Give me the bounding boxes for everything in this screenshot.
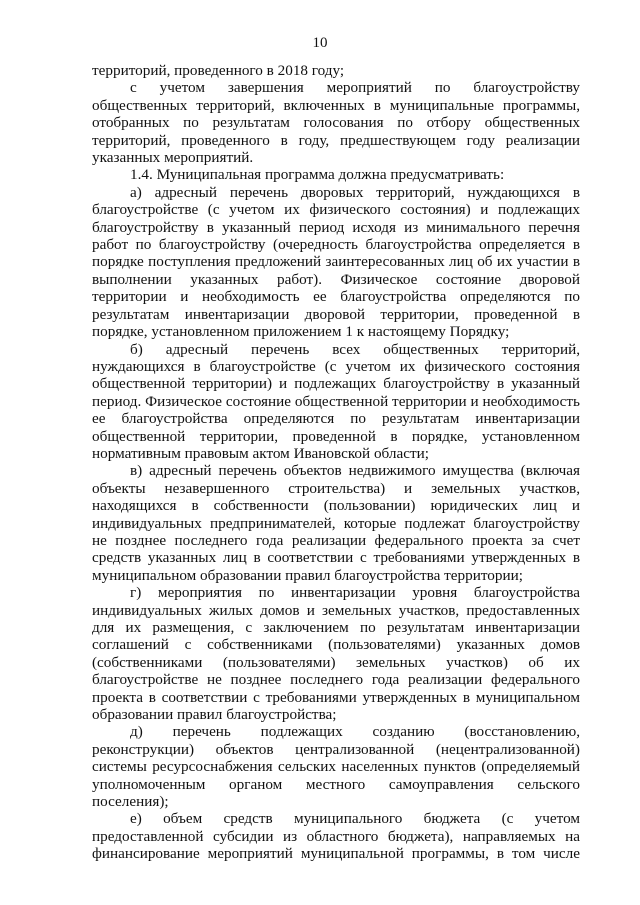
paragraph: е) объем средств муниципального бюджета (с учетом предоставленной субсидии из областного бюджета), направляемых на финансирование мероприятий муниципальной программы, в том числе: [92, 810, 580, 863]
paragraph: в) адресный перечень объектов недвижимого имущества (включая объекты незавершенного строительства) и земельных участков, находящихся в собственности (пользовании) юридических лиц и индивидуальных предпринимателей, которые подлежат благоустройству не позднее последнего года реализации федерального проекта за счет средств указанных лиц в соответствии с требованиями утвержденных в муниципальном образовании правил благоустройства территории;: [92, 462, 580, 584]
paragraph: с учетом завершения мероприятий по благоустройству общественных территорий, включенных в муниципальные программы, отобранных по результатам голосования по отбору общественных территорий, проведенного в году, предшествующем году реализации указанных мероприятий.: [92, 79, 580, 167]
page-number: 10: [312, 35, 328, 51]
paragraph: 1.4. Муниципальная программа должна предусматривать:: [130, 166, 505, 184]
paragraph: г) мероприятия по инвентаризации уровня благоустройства индивидуальных жилых домов и земельных участков, предоставленных для их размещения, с заключением по результатам инвентаризации соглашений с собственниками (пользователями) указанных домов (собственниками (пользователями) земельных участков) об их благоустройстве не позднее последнего года реализации федерального проекта в соответствии с требованиями утвержденных в муниципальном образовании правил благоустройства;: [92, 584, 580, 724]
paragraph: б) адресный перечень всех общественных территорий, нуждающихся в благоустройстве (с учетом их физического состояния общественной территории) и подлежащих благоустройству в указанный период. Физическое состояние общественной территории и необходимость ее благоустройства определяются по результатам инвентаризации общественной территории, проведенной в порядке, установленном нормативным правовым актом Ивановской области;: [92, 340, 580, 462]
paragraph: территорий, проведенного в 2018 году;: [92, 62, 345, 79]
paragraph: д) перечень подлежащих созданию (восстановлению, реконструкции) объектов централизованной (нецентрализованной) системы ресурсоснабжения сельских населенных пунктов (определяемый уполномоченным органом местного самоуправления сельского поселения);: [92, 723, 580, 811]
paragraph: а) адресный перечень дворовых территорий, нуждающихся в благоустройстве (с учетом их физического состояния) и подлежащих благоустройству в указанный период исходя из минимального перечня работ по благоустройству (очередность благоустройства определяется в порядке поступления предложений заинтересованных лиц об их участии в выполнении указанных работ). Физическое состояние дворовой территории и необходимость ее благоустройства определяются по результатам инвентаризации дворовой территории, проведенной в порядке, установленном приложением 1 к настоящему Порядку;: [92, 183, 580, 341]
document-body: [92, 62, 580, 863]
